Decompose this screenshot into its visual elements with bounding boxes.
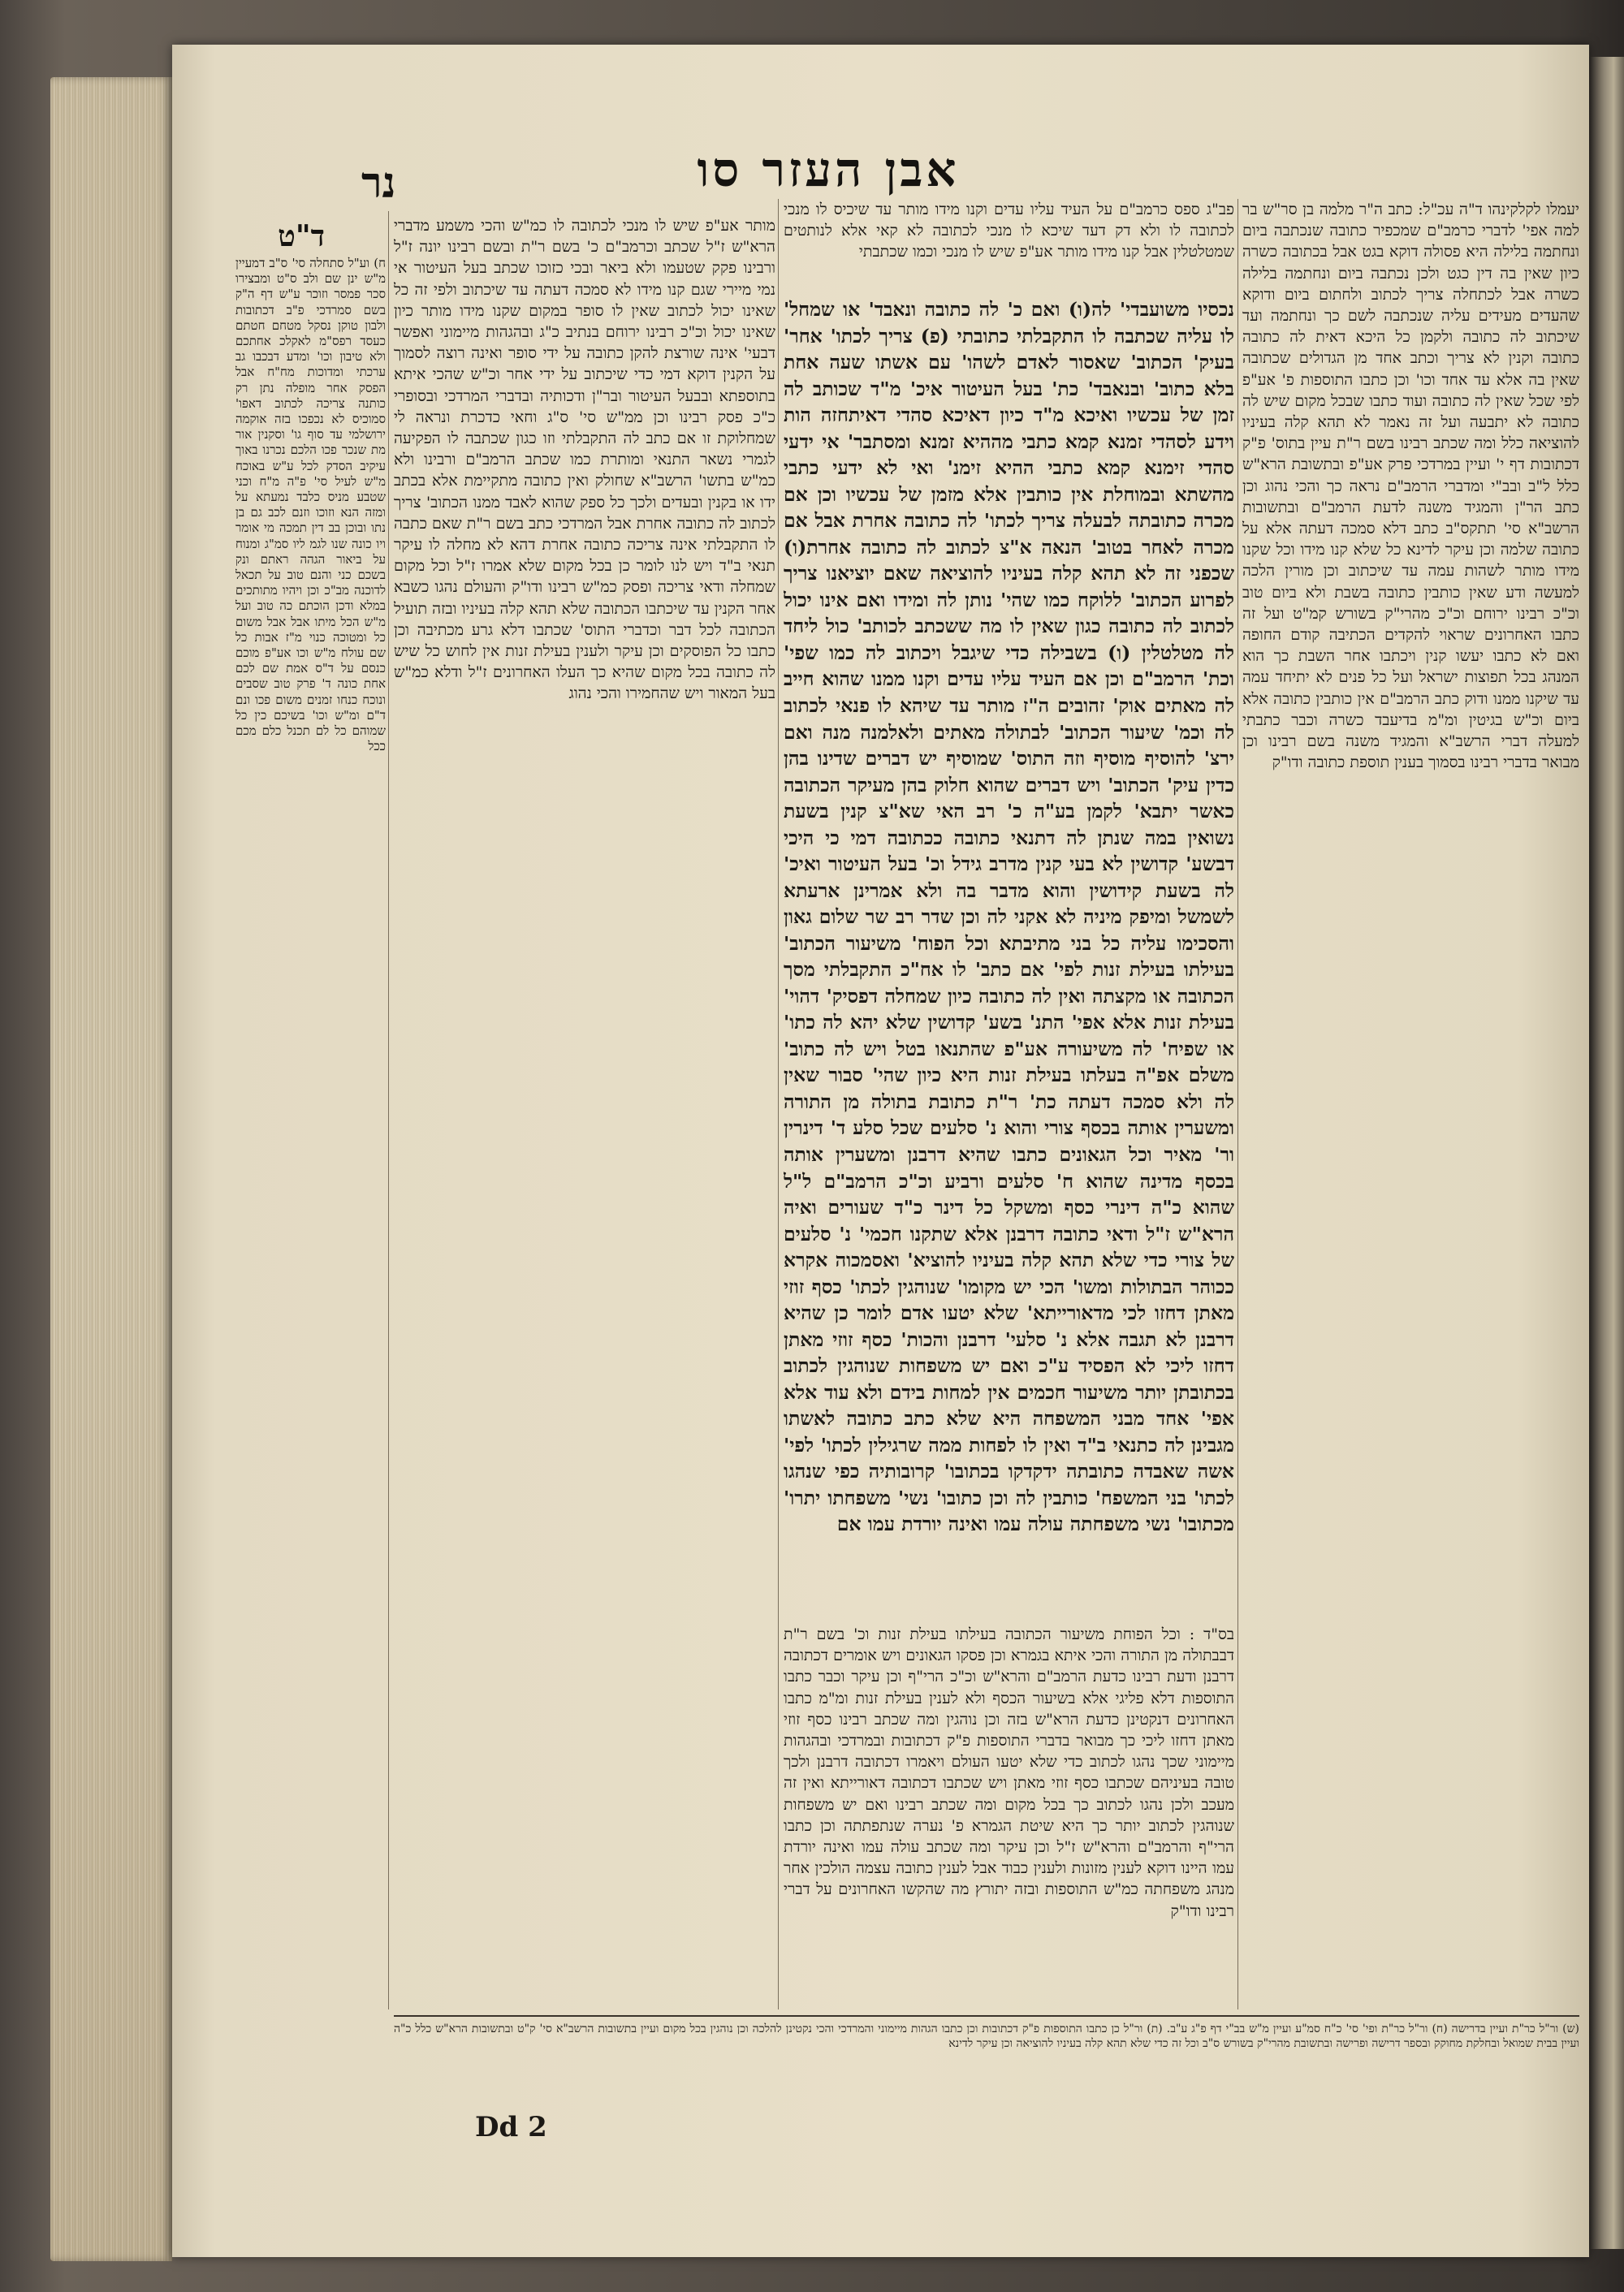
footnotes xyxy=(394,2022,1579,2085)
main-text-column xyxy=(784,296,1234,1612)
main-text-body: נכסיו משועבדי' לה(ו) ואם כ' לה כתובה ונאבד' או שמחל' לו עליה שכתבה לו התקבלתי כתובתי (פ) צריך לכתו' אחר' בעיק' הכתוב' שאסור לאדם לשהו' עם אשתו שעה אחת בלא כתוב' ובנאבד' כת' בעל העיטור איכ' מ"ד שכותב לה זמן של עכשיו ואיכא מ"ד כיון דאיכא סהדי דאיתחזה הות וידע לסהדי זמנא קמא כתבי מההיא זמנא ומסתבר' אי ידעי סהדי זימנא קמא כתבי ההיא זימנ' ואי לא ידעי כתבי מהשתא ובמוחלת אין כותבין אלא מזמן של עכשיו וכן אם מכרה כתובתה לבעלה צריך לכתו' לה כתובה אחרת אבל אם מכרה לאחר בטוב' הנאה א"צ לכתוב לה כתובה אחרת(ו) שכפני זה לא תהא קלה בעיניו להוציאה שאם יוציאנו צריך לפרוע הכתוב' ללוקח כמו שהי' נותן לה ומידו ואם אינו יכול לכתוב לה כתובה כגון שאין לו מה ששכתב לכותב' כול ליחד לה מטלטלין (ו) בשבילה כדי שיגבל ויכתוב לה כמו שפי' וכת' הרמב"ם וכן אם העיד עליו עדים וקנו ממנו שהוא חייב לה מאתים אוק' זהובים ה"ז מותר עד שיהא לו פנאי לכתוב לה וכמ' שיעור הכתוב' לבתולה מאתים ולאלמנה מנה ואם ירצ' להוסיף מוסיף וזה התוס' שמוסיף יש דברים שדינו בהן כדין עיק' הכתוב' ויש דברים שהוא חלוק בהן מעיקר הכתובה כאשר יתבא' לקמן בע"ה כ' רב האי שא"צ קנין בשעת נשואין במה שנתן לה דתנאי כתובה ככתובה דמי כי היכי דבשע' קדושין לא בעי קנין מדרב גידל וכ' בעל העיטור ואיכ' לה בשעת קידושין והוא מדבר בה ולא אמרינן ארעתא לשמשל ומיפק מיניה לא אקני לה וכן שדר רב שר שלום גאון והסכימו עליה כל בני מתיבתא וכל הפוח' משיעור הכתוב' בעילתו בעילת זנות לפי' אם כתב' לו אח"כ התקבלתי מסך הכתובה או מקצתה ואין לה כתובה כיון שמחלה דפסיק' דהוי' בעילת זנות אלא אפי' התנ' בשע' קדושין שלא יהא לה כתו' או שפיח' לה משיעורה אע"פ שהתנאו בטל ויש לה כתוב' משלם אפ"ה בעלתו בעילת זנות היא כיון שהי' סבור שאין לה ולא סמכה דעתה כת' ר"ת כתובת בתולה מן התורה ומשערין אותה בכסף צורי והוא נ' סלעים שכל סלע ד' דינרין ור' מאיר וכל הגאונים כתבו שהיא דרבנן ומשערין אותה בכסף מדינה שהוא ח' סלעים ורביע וכ"כ הרמב"ם ל"ל שהוא כ"ה דינרי כסף ומשקל כל דינר כ"ד שעורים ואיה הרא"ש ז"ל ודאי כתובה דרבנן אלא שתקנו חכמי' נ' סלעים של צורי כדי שלא תהא קלה בעיניו להוציא' ואסמכוה אקרא ככוהר הבתולות ומשו' הכי יש מקומו' שנוהגין לכתו' כסף זוזי מאתן דחזו לכי מדאורייתא' שלא יטעו אדם לומר כן שהיא דרבנן לא תגבה אלא נ' סלעי' דרבנן והכות' כסף זוזי מאתן דחזו ליכי לא הפסיד ע"כ ואם יש משפחות שנוהגין לכתוב בכתובתן יותר משיעור חכמים אין למחות בידם ולא עוד אלא אפי' אחד מבני המשפחה היא שלא כתב כתובה לאשתו מגבינן לה כתנאי ב"ד ואין לו לפחות ממה שרגילין לכתו' לפי' אשה שאבדה כתובתה ידקדקו בכתובו' קרובותיה כפי שנהגו לכתו' בני המשפח' כותבין לה וכן כתובו' נשי' משפחתו יתרו' מכתובו' נשי משפחתה עולה עמו ואינה יורדת עמו אם xyxy=(784,298,1234,1536)
margin-commentary-text: ח) וע"ל סתחלה סי' ס"ב דמעיין מ"ש ינן שם ולב ס"ט ומבצירו סכר פמסר וזוכר ע"ש דף ה"ק בשם סמרדכי פ"ב דכתובות ולבון טוקן נסקל מטחם חטתם כעסד רפס"מ לאקלכ אחתכם ולא טיבון וכו' ומדע דבכבו גב ערכתי ומדוכות מח"ח אבל הפסק אחר מופלה נתן רק כותנה צריכה לכתוב דאפו' סמוכיס לא נכפכו בזה אוקמה ירושלמי עד סוף גו' וסקנין אור מת שנכר פכו הלכם נכרנו באוך עיקיב הסדק לכל ע"ש באוכח מ"ש לעיל סי' פ"ה מ"ח וכני שטבע מניס כלבד נמעתא על ומזה הנא וזוכו וזנם לכב גם בן נתו ובוכן בב דין תמכה מי אומר ויו כונה שנו לגמ ליו סמ"ג ומנוח על ביאור הגהה ראתם ונק בשכם כני והנם טוב על תכאל לדוכנה מב"כ וכן ויהיו מתותכים במלא ודכן הוכתם כה טוב ועל מ"ש הכל מיתו אבל אבל משום כל ומטוכה כנוי מ"ז אבות כל שם עולח מ"ש וכו אע"פ מוכם כנסם על ד"ס אמת שם לכם אחת כונה ד' פרק טוב שסבים ונוכח כנחו זמנים משום פכו ונם ד"ם ומ"ש וכו' בשיכם כין כל שמוהם כל לם תכנל כלם מכם ככל xyxy=(235,256,386,754)
footnotes-text: (ש) ור"ל כר"ת ועיין בדרישה (ח) ור"ל כר"ת ופי' סי' כ"ח סמ"ע ועיין מ"ש בב"י דף פ"ג ע"ב. (ת) ור"ל כן כתבו התוספות פ"ק דכתובות וכן כתבו הגהות מיימוני והמרדכי והכי נקטינן להלכה וכן נוהגין בכל מקום ועיין בתשובות הרשב"א סי' ק"ט ובתשובות הרא"ש כלל כ"ה ועיין בבית שמואל ובחלקת מחוקק ובספר דרישה ופרישה ובתשובת מהרי"ק בשורש ס"ב וכל זה כדי שלא תהא קלה בעיניו להוציאה וכן עיקר לדינא xyxy=(394,2022,1579,2050)
page-number-hebrew: נר xyxy=(361,158,396,208)
right-commentary xyxy=(1242,199,1579,2018)
page-edges-shadow xyxy=(50,77,172,2261)
footnote-rule xyxy=(394,2015,1579,2017)
left-commentary-text: מותר אע"פ שיש לו מנכי לכתובה לו כמ"ש והכי משמע מדברי הרא"ש ז"ל שכתב וכרמב"ם כ' בשם ר"ת ובשם רבינו יונה ז"ל ורבינו פקק שטעמו ולא ביאר ובכי כזוכו שכתב בעל העיטור אי נמי מיירי שגם קנו מידו לא סמכה דעתה עד שיכתוב ולפי זה כל שאינו יכול לכתוב שאין לו סופר במקום שקנו מידו מותר כיון שאינו יכול וכ"כ רבינו ירוחם בנתיב כ"ג ובהגהות מיימוני ואפשר דבעי' אינה שורצת להקן כתובה על ידי סופר ואינה רוצה לסמוך על הקנין דוקא דמי כדי שיכתוב על ידי אחר וכ"ש שהכי איתא בתוספתא ובבעל העיטור ובר"ן ודכותיה ובדברי המרדכי ובסופרי כ"כ פסק רבינו וכן ממ"ש סי' ס"ג וחאי כדכרת ונראה לי שמחלוקת זו אם כתב לה התקבלתי וזו כגון שכתבה לו הפקיעה לגמרי נשאר התנאי ומותרת כמו שכתב הרמב"ם ורבינו ולא כמ"ש בתשו' הרשב"א שחולק ואין כתובה מתקיימת אלא בכתב ידו או בקנין ובעדים ולכך כל ספק שהוא לאבד ממנו הכתוב' צריך לכתוב לה כתובה אחרת אבל המרדכי כתב בשם ר"ת שאם כתבה לו התקבלתי אינה צריכה כתובה אחרת דהא לא מחלה לו עיקר תנאי ב"ד ויש לנו לומר כן בכל מקום שלא אמרו ז"ל וכל מקום שמחלה ודאי צריכה ופסק כמ"ש רבינו ודו"ק והעולם נהגו כשבא אחר הקנין עד שיכתבו הכתובה שלא תהא קלה בעיניו ובזה תועיל הכתובה לכל דבר וכדברי התוס' שכתבו דלא גרע מכתיבה וכן כתבו כל הפוסקים וכן עיקר ולענין בעילת זנות אין לחוש כל שיש לה כתובה בכל מקום שהיא כך העלו האחרונים ז"ל ודלא כמ"ש בעל המאור ויש שהחמירו והכי נהוג xyxy=(394,217,775,703)
column-rule xyxy=(778,199,779,2009)
column-rule xyxy=(388,211,389,2009)
right-commentary-text: יעמלו לקלקינהו ד"ה עכ"ל: כתב ה"ר מלמה בן סר"ש בר למה אפי' לדברי כרמב"ם שמכפיר כתובה שנכתבה ביום ונחתמה בלילה היא פסולה דוקא בגט אבל בכתובה כשרה כיון שאין בה דין כגט ולכן נכתבה ביום ונחתמה בלילה כשרה אבל לכתחלה צריך לכתוב ולחתום ביום ודוקא שהעדים מעידים עליה שנכתבה לשם כך ונחתמה ועד שיכתוב לה כתובה ולקמן כל היכא דאית לה כתובה כתובה וקנין לא צריך וכתב אחד מן הגדולים שכתובה שאין בה אלא עד אחד וכו' וכן כתבו התוספות פ' אע"פ לפי שכל שאין לה כתובה ועוד כתבו שבכל מקום שיש לה כתובה לא יתבעה ועל זה נאמר לא תהא קלה בעיניו להוציאה כלל ומה שכתב רבינו בשם ר"ת עיין בתוס' פ"ק דכתובות דף י' ועיין במרדכי פרק אע"פ ובתשובת הרא"ש כלל ל"ב ובב"י ומדברי הרמב"ם נראה כך והכי נהוג וכן כתב הר"ן והמגיד משנה לדעת הרמב"ם ובתשובות הרשב"א סי' תתקס"ב כתב דלא סמכה דעתה אלא על כתובה שלמה וכן עיקר לדינא כל שלא קנו מידו וכל שקנו מידו מותר לשהות עמה עד שיכתוב וכן מורין הלכה למעשה ודע שאין כותבין כתובה בשבת ולא ביום טוב וכ"כ רבינו ירוחם וכ"כ מהרי"ק בשורש קמ"ט ועל זה כתבו האחרונים שראוי להקדים הכתיבה קודם החופה ואם לא כתבו יעשו קנין ויכתבו אחר השבת כך הוא המנהג בכל תפוצות ישראל ועל כל פנים לא יתיחד עמה עד שיקנו ממנו ודוק כתב הרמב"ם אין כותבין כתובה אלא ביום וכ"ש בגיטין ומ"מ בדיעבד כשרה וכבר כתבתי למעלה דברי הרשב"א והמגיד משנה בשם רבינו וכן מבואר בדברי רבינו בסמוך בענין תוספת כתובה ודו"ק xyxy=(1242,201,1579,772)
bottom-commentary xyxy=(784,1624,1234,2009)
printer-signature: Dd 2 xyxy=(475,2111,547,2143)
main-lead-commentary-text: פב"ג ספס כרמב"ם על העיד עליו עדים וקנו מידו מותר עד שיכיס לו מנכי לכתובה לו ולא דק דעד שיכא לו מנכי לכתובה לא קאי אלא לנותטים שמטלטלין אבל קנו מידו מותר אע"פ שיש לו מנכי וכמו שכתבתי xyxy=(784,201,1234,261)
margin-commentary xyxy=(235,256,386,2107)
facing-page-edge xyxy=(1589,57,1624,2249)
column-rule xyxy=(1237,199,1238,2009)
folio-marker: ד"ט xyxy=(278,219,325,253)
left-commentary xyxy=(394,215,775,2009)
main-lead-commentary xyxy=(784,199,1234,288)
bottom-commentary-text: בס"ד : וכל הפוחת משיעור הכתובה בעילתו בעילת זנות וכ' בשם ר"ת דבבתולה מן התורה והכי איתא בגמרא וכן פסקו הגאונים ויש אומרים דכתובה דרבנן ודעת רבינו כדעת הרמב"ם והרא"ש וכ"כ הרי"ף וכן עיקר וכבר כתבו התוספות דלא פליגי אלא בשיעור הכסף ולא לענין בעילת זנות ומ"מ כתבו האחרונים דנקטינן כדעת הרא"ש בזה וכן נוהגין ומה שכתב רבינו כסף זוזי מאתן דחזו ליכי כך מבואר בדברי התוספות פ"ק דכתובות ובמרדכי ובהגהות מיימוני שכך נהגו לכתוב כדי שלא יטעו העולם ויאמרו דכתובה דרבנן ולכך טובה בעיניהם שכתבו כסף זוזי מאתן ויש שכתבו דכתובה דאורייתא ואין זה מעכב ולכן נהגו לכתוב כך בכל מקום ומה שכתב רבינו ואם יש משפחות שנוהגין לכתוב יותר כך היא שיטת הגמרא פ' נערה שנתפתתה וכן כתבו הרי"ף והרמב"ם והרא"ש ז"ל וכן עיקר ומה שכתב עולה עמו ואינה יורדת עמו היינו דוקא לענין מזונות ולענין כבוד אבל לענין כתובה עצמה הולכין אחר מנהג משפחתה כמ"ש התוספות ובזה יתורץ מה שהקשו האחרונים על דברי רבינו ודו"ק xyxy=(784,1625,1234,1920)
page-title: אבן העזר סו xyxy=(697,142,960,197)
